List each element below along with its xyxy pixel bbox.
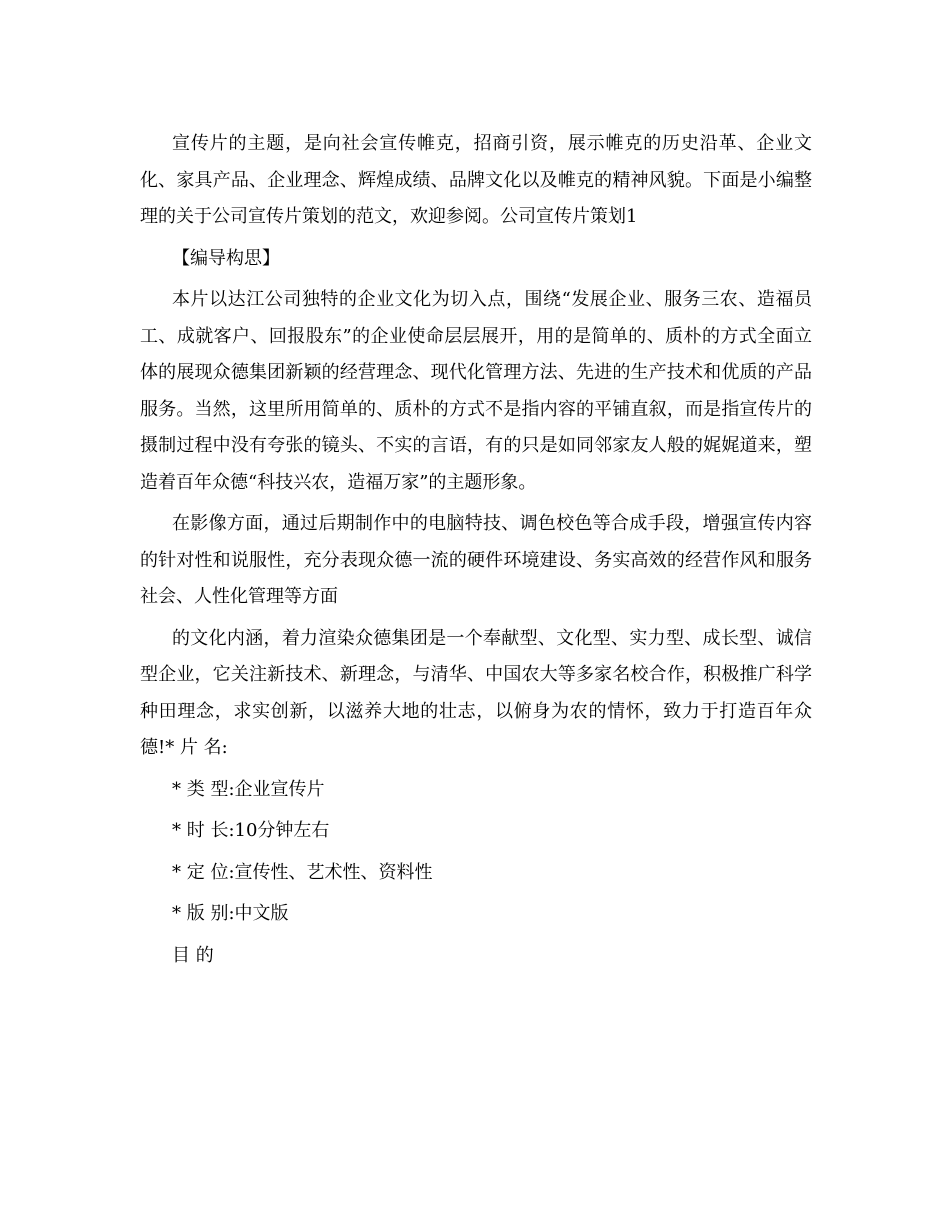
spec-type: * 类 型:企业宣传片 [172,778,325,800]
spec-positioning: * 定 位:宣传性、艺术性、资料性 [172,861,433,883]
paragraph-culture: 的文化内涵，着力渲染众德集团是一个奉献型、文化型、实力型、成长型、诚信型企业，它关注新技术、新理念，与清华、中国农大等多家名校合作，积极推广科学种田理念，求实创新，以滋养大地的壮志，以俯身为农的情怀，致力于打造百年众德!* 片 名: [140,627,812,758]
section-heading-director-concept: 【编导构思】 [172,247,280,269]
spec-edition: * 版 别:中文版 [172,903,289,924]
section-heading-purpose: 目 的 [172,944,214,966]
spec-duration: * 时 长:10分钟左右 [172,820,330,841]
paragraph-intro: 宣传片的主题，是向社会宣传帷克，招商引资，展示帷克的历史沿革、企业文化、家具产品、企业理念、辉煌成绩、品牌文化以及帷克的精神风貌。下面是小编整理的关于公司宣传片策划的范文，欢迎参阅。公司宣传片策划1 [140,133,812,227]
document-body [140,126,812,979]
paragraph-imaging: 在影像方面，通过后期制作中的电脑特技、调色校色等合成手段，增强宣传内容的针对性和说服性，充分表现众德一流的硬件环境建设、务实高效的经营作风和服务社会、人性化管理等方面 [140,513,812,607]
paragraph-concept: 本片以达江公司独特的企业文化为切入点，围绕“发展企业、服务三农、造福员工、成就客户、回报股东”的企业使命层层展开，用的是简单的、质朴的方式全面立体的展现众德集团新颖的经营理念、现代化管理方法、先进的生产技术和优质的产品服务。当然，这里所用简单的、质朴的方式不是指内容的平铺直叙，而是指宣传片的摄制过程中没有夸张的镜头、不实的言语，有的只是如同邻家友人般的娓娓道来，塑造着百年众德“科技兴农，造福万家”的主题形象。 [140,289,812,493]
